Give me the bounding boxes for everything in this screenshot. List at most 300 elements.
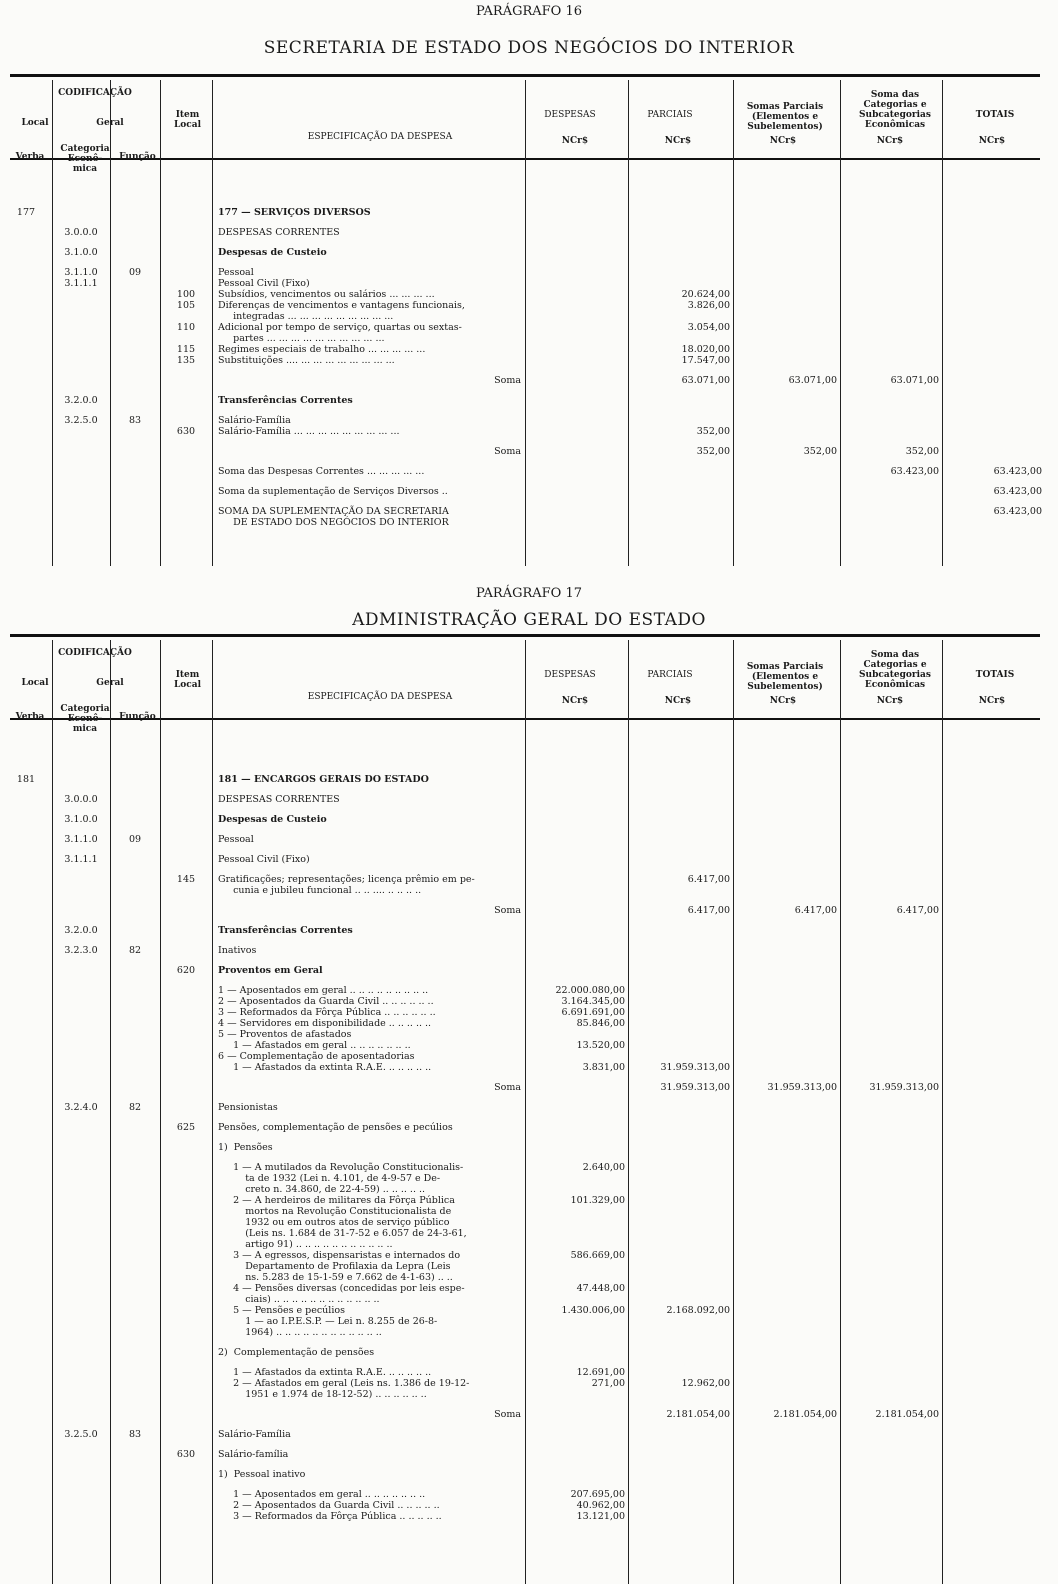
cell-soma-categorias [840,486,942,497]
cell-despesas [525,1449,628,1460]
cell-funcao [110,300,160,322]
cell-totais [942,1489,1045,1500]
cell-despesas [525,854,628,865]
cell-somas-parciais [733,278,840,289]
cell-verba [0,486,52,497]
cell-despesas [525,355,628,366]
table-row [0,1367,1045,1378]
table-row [0,278,1045,289]
cell-somas-parciais [733,1162,840,1195]
cell-parciais [628,1469,733,1480]
cell-funcao [110,1162,160,1195]
cell-parciais [628,247,733,258]
cell-verba [0,395,52,406]
cell-soma-categorias [840,1378,942,1400]
cell-categoria [52,1367,110,1378]
cell-especificacao: Soma [494,1409,521,1420]
cell-parciais [628,1250,733,1283]
cell-categoria [52,1062,110,1073]
cell-categoria [52,965,110,976]
cell-categoria [52,1051,110,1062]
cell-despesas: 271,00 [591,1378,625,1389]
cell-item [160,207,212,218]
cell-item: 110 [176,322,196,333]
cell-despesas: 3.164.345,00 [561,996,625,1007]
cell-totais [942,814,1045,825]
cell-totais [942,355,1045,366]
cell-parciais: 31.959.313,00 [660,1082,730,1093]
cell-parciais [628,814,733,825]
cell-categoria [52,506,110,528]
cell-funcao: 09 [128,834,142,845]
cell-funcao [110,1283,160,1305]
cell-verba [0,1162,52,1195]
cell-parciais [628,1367,733,1378]
cell-verba [0,905,52,916]
cell-somas-parciais [733,247,840,258]
cell-parciais [628,1162,733,1195]
cell-totais [942,289,1045,300]
cell-soma-categorias [840,1195,942,1250]
cell-parciais [628,1029,733,1040]
cell-despesas [525,466,628,477]
cell-parciais [628,834,733,845]
cell-funcao [110,278,160,289]
cell-categoria [52,1250,110,1283]
cell-item [160,227,212,238]
cell-funcao [110,925,160,936]
cell-especificacao: 3 — A egressos, dispensaristas e internados do Departamento de Profilaxia da Lepra (Leis ns. 5.283 de 15-1-59 e 7.662 de 4-1-63) .. .. [233,1250,461,1283]
table-row [0,1500,1045,1511]
cell-verba [0,227,52,238]
cell-item [160,1029,212,1040]
cell-parciais [628,506,733,528]
table-row [0,1283,1045,1305]
table-row [0,426,1045,437]
cell-parciais [628,1122,733,1133]
cell-verba [0,1122,52,1133]
table-row [0,1162,1045,1195]
cell-item [160,1489,212,1500]
cell-especificacao: Inativos [218,945,257,956]
cell-verba [0,1051,52,1062]
cell-totais [942,1195,1045,1250]
cell-somas-parciais [733,1469,840,1480]
cell-categoria [52,1511,110,1522]
cell-especificacao: 2 — A herdeiros de militares da Fôrça Pública mortos na Revolução Constitucionalista de 1932 ou em outros atos de serviço público (Leis ns. 1.684 de 31-7-52 e 6.057 de 24-3-61, artigo 91) .. .. .. .. .. .. .. .. .. .. .. [233,1195,467,1250]
cell-especificacao: Despesas de Custeio [218,814,327,825]
cell-soma-categorias [840,794,942,805]
cell-categoria: 3.2.5.0 [64,1429,98,1440]
cell-verba [0,1007,52,1018]
cell-parciais [628,1283,733,1305]
header-somas-parciais: Somas Parciais (Elementos e Subelementos) [746,662,824,692]
cell-parciais [628,227,733,238]
cell-especificacao: Pessoal Civil (Fixo) [218,278,310,289]
cell-totais [942,1511,1045,1522]
cell-totais [942,1082,1045,1093]
cell-soma-categorias [840,506,942,528]
cell-funcao [110,965,160,976]
cell-especificacao: Soma [494,905,521,916]
cell-verba [0,1040,52,1051]
cell-soma-categorias: 352,00 [905,446,939,457]
cell-verba [0,874,52,896]
cell-verba [0,1511,52,1522]
row-group [0,1082,1045,1093]
cell-despesas [525,945,628,956]
cell-categoria [52,1162,110,1195]
cell-categoria: 3.2.3.0 [64,945,98,956]
cell-somas-parciais [733,322,840,344]
section-title: ADMINISTRAÇÃO GERAL DO ESTADO [352,610,706,630]
cell-categoria [52,905,110,916]
paragraph-number: PARÁGRAFO 17 [475,586,583,601]
table-row [0,247,1045,258]
cell-item [160,905,212,916]
cell-parciais: 17.547,00 [681,355,730,366]
cell-especificacao: Transferências Correntes [218,395,353,406]
cell-despesas [525,415,628,426]
table-row [0,905,1045,916]
currency-label: NCr$ [561,136,589,146]
cell-soma-categorias: 2.181.054,00 [875,1409,939,1420]
cell-funcao [110,355,160,366]
cell-categoria: 3.2.4.0 [64,1102,98,1113]
cell-somas-parciais [733,1283,840,1305]
cell-verba [0,854,52,865]
cell-item [160,1102,212,1113]
cell-item [160,1500,212,1511]
header-parciais: PARCIAIS [647,110,693,120]
cell-totais [942,1347,1045,1358]
cell-totais [942,1429,1045,1440]
cell-item: 145 [176,874,196,885]
cell-somas-parciais: 31.959.313,00 [767,1082,837,1093]
cell-verba [0,945,52,956]
row-group [0,794,1045,805]
cell-especificacao: Pessoal [218,834,254,845]
cell-somas-parciais: 63.071,00 [788,375,837,386]
cell-parciais [628,1489,733,1500]
cell-especificacao: Substituições .... ... ... ... ... ... ... ... ... [218,355,395,366]
cell-despesas: 3.831,00 [582,1062,625,1073]
cell-soma-categorias [840,207,942,218]
cell-item [160,925,212,936]
cell-parciais [628,854,733,865]
cell-funcao [110,486,160,497]
cell-categoria [52,486,110,497]
cell-totais [942,415,1045,426]
cell-totais [942,322,1045,344]
cell-especificacao: Soma das Despesas Correntes ... ... ... ... ... [218,466,425,477]
row-group [0,486,1045,497]
cell-somas-parciais [733,945,840,956]
cell-somas-parciais: 352,00 [803,446,837,457]
currency-label: NCr$ [664,696,692,706]
table-row [0,874,1045,896]
cell-item [160,1162,212,1195]
cell-especificacao: Pensionistas [218,1102,278,1113]
cell-parciais [628,267,733,278]
cell-categoria [52,1122,110,1133]
table-row [0,854,1045,865]
row-group [0,905,1045,916]
cell-somas-parciais [733,395,840,406]
cell-despesas [525,375,628,386]
row-group [0,446,1045,457]
table-row [0,774,1045,785]
row-group [0,814,1045,825]
row-group [0,207,1045,218]
cell-funcao [110,1040,160,1051]
row-group [0,1162,1045,1338]
header-categoria: Categoria Econô- mica [60,144,110,174]
header-top-rule [10,634,1040,637]
cell-verba [0,1489,52,1500]
cell-soma-categorias [840,834,942,845]
cell-soma-categorias [840,1500,942,1511]
cell-categoria [52,446,110,457]
cell-soma-categorias [840,267,942,278]
cell-despesas: 13.121,00 [576,1511,625,1522]
cell-somas-parciais [733,1511,840,1522]
cell-totais [942,227,1045,238]
cell-verba [0,267,52,278]
table-row [0,814,1045,825]
cell-totais [942,1051,1045,1062]
cell-despesas [525,1029,628,1040]
header-geral: Geral [96,118,124,128]
cell-despesas [525,227,628,238]
table-row [0,466,1045,477]
cell-totais [942,247,1045,258]
cell-soma-categorias [840,814,942,825]
table-row [0,395,1045,406]
cell-despesas [525,300,628,322]
cell-especificacao: 1 — Aposentados em geral .. .. .. .. .. .. .. [218,1489,426,1500]
cell-categoria [52,1007,110,1018]
cell-verba [0,1409,52,1420]
cell-verba [0,1195,52,1250]
cell-funcao: 09 [128,267,142,278]
cell-somas-parciais [733,774,840,785]
cell-item [160,415,212,426]
cell-verba [0,1062,52,1073]
cell-categoria [52,1195,110,1250]
cell-despesas [525,1409,628,1420]
row-group [0,965,1045,976]
cell-somas-parciais [733,426,840,437]
cell-item [160,1429,212,1440]
cell-soma-categorias [840,227,942,238]
cell-funcao: 82 [128,1102,142,1113]
cell-item [160,395,212,406]
cell-totais [942,1469,1045,1480]
cell-categoria: 3.1.1.1 [64,278,98,289]
table-row [0,1040,1045,1051]
cell-somas-parciais [733,1250,840,1283]
cell-parciais [628,945,733,956]
cell-especificacao: 1 — Afastados em geral .. .. .. .. .. .. .. [218,1040,411,1051]
cell-categoria [52,1305,110,1338]
cell-especificacao: Salário-Família [218,1429,291,1440]
cell-especificacao: Gratificações; representações; licença prêmio em pe- cunia e jubileu funcional .. .. .... .. .. .. .. [218,874,475,896]
cell-soma-categorias: 31.959.313,00 [869,1082,939,1093]
cell-item [160,1347,212,1358]
cell-categoria [52,1409,110,1420]
cell-item: 105 [176,300,196,311]
cell-somas-parciais [733,267,840,278]
cell-totais [942,945,1045,956]
cell-item [160,834,212,845]
cell-categoria [52,996,110,1007]
cell-item [160,996,212,1007]
cell-totais [942,774,1045,785]
cell-despesas: 1.430.006,00 [561,1305,625,1316]
cell-soma-categorias [840,1018,942,1029]
cell-especificacao: 2) Complementação de pensões [218,1347,375,1358]
cell-especificacao: 6 — Complementação de aposentadorias [218,1051,415,1062]
cell-despesas [525,1347,628,1358]
cell-somas-parciais [733,227,840,238]
cell-funcao [110,996,160,1007]
header-totais: TOTAIS [975,670,1015,680]
cell-especificacao: Salário-Família ... ... ... ... ... ... ... ... ... [218,426,400,437]
cell-parciais: 352,00 [696,446,730,457]
cell-parciais [628,1040,733,1051]
cell-totais [942,278,1045,289]
cell-despesas [525,1429,628,1440]
cell-especificacao: 1) Pessoal inativo [218,1469,306,1480]
cell-despesas: 22.000.080,00 [555,985,625,996]
cell-parciais [628,1018,733,1029]
cell-totais [942,395,1045,406]
cell-verba [0,1018,52,1029]
row-group [0,1102,1045,1113]
cell-parciais: 31.959.313,00 [660,1062,730,1073]
cell-funcao: 82 [128,945,142,956]
table-row [0,945,1045,956]
cell-categoria [52,1283,110,1305]
cell-despesas: 85.846,00 [576,1018,625,1029]
currency-label: NCr$ [978,136,1006,146]
cell-funcao [110,1007,160,1018]
cell-item [160,1082,212,1093]
row-group [0,874,1045,896]
cell-parciais [628,774,733,785]
cell-somas-parciais [733,985,840,996]
header-codificacao: CODIFICAÇÃO [58,648,132,658]
cell-verba [0,446,52,457]
cell-parciais [628,985,733,996]
cell-categoria: 3.1.1.0 [64,834,98,845]
header-despesas: DESPESAS [544,110,596,120]
cell-despesas [525,1051,628,1062]
table-body [0,198,1045,528]
table-row [0,446,1045,457]
cell-somas-parciais [733,1305,840,1338]
row-group [0,1469,1045,1480]
cell-soma-categorias [840,1367,942,1378]
cell-despesas [525,506,628,528]
cell-item [160,1040,212,1051]
cell-funcao [110,1500,160,1511]
cell-verba [0,1449,52,1460]
table-row [0,227,1045,238]
cell-soma-categorias [840,874,942,896]
cell-item [160,446,212,457]
cell-totais [942,834,1045,845]
cell-totais [942,344,1045,355]
cell-categoria [52,1347,110,1358]
table-header [10,80,1045,174]
cell-somas-parciais [733,925,840,936]
cell-especificacao: 2 — Aposentados da Guarda Civil .. .. .. .. .. .. [218,996,434,1007]
cell-funcao [110,506,160,528]
cell-item: 100 [176,289,196,300]
header-local: Local [21,118,49,128]
cell-totais [942,854,1045,865]
cell-parciais: 6.417,00 [687,905,730,916]
cell-categoria [52,344,110,355]
cell-item [160,1305,212,1338]
cell-verba [0,300,52,322]
cell-categoria [52,375,110,386]
cell-totais [942,1007,1045,1018]
cell-especificacao: 1 — Afastados da extinta R.A.E. .. .. .. .. .. [218,1367,432,1378]
cell-especificacao: Pessoal [218,267,254,278]
cell-parciais [628,278,733,289]
cell-soma-categorias [840,278,942,289]
cell-item [160,1051,212,1062]
cell-item [160,486,212,497]
cell-especificacao: Pessoal Civil (Fixo) [218,854,310,865]
cell-somas-parciais [733,1122,840,1133]
cell-despesas [525,446,628,457]
cell-item [160,1007,212,1018]
cell-funcao [110,814,160,825]
cell-soma-categorias [840,945,942,956]
cell-categoria [52,1489,110,1500]
cell-funcao [110,1250,160,1283]
table-row [0,415,1045,426]
cell-totais [942,1029,1045,1040]
cell-despesas [525,814,628,825]
table-row [0,1305,1045,1338]
cell-categoria [52,1500,110,1511]
cell-parciais: 3.826,00 [687,300,730,311]
cell-totais [942,925,1045,936]
cell-somas-parciais [733,1018,840,1029]
cell-item [160,774,212,785]
currency-label: NCr$ [769,136,797,146]
cell-despesas [525,1102,628,1113]
cell-verba [0,1347,52,1358]
row-group [0,834,1045,845]
table-body [0,765,1045,1522]
cell-funcao: 83 [128,415,142,426]
cell-funcao [110,874,160,896]
cell-item: 625 [176,1122,196,1133]
cell-funcao [110,905,160,916]
cell-despesas [525,905,628,916]
row-group [0,985,1045,1073]
cell-categoria [52,1378,110,1400]
cell-funcao [110,1122,160,1133]
table-row [0,985,1045,996]
cell-item [160,267,212,278]
